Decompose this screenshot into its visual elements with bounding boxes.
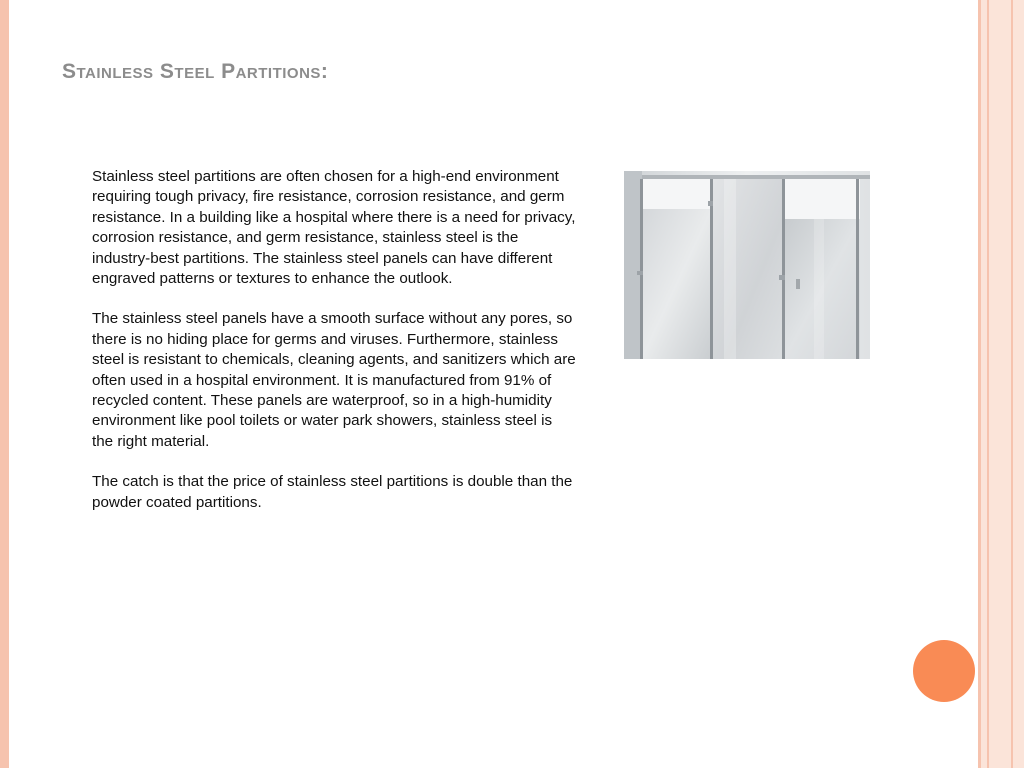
right-stripe-4: [989, 0, 1011, 768]
slide-title: Stainless Steel Partitions:: [62, 60, 329, 83]
partitions-photo: [624, 171, 870, 359]
accent-circle: [913, 640, 975, 702]
slide-body: [92, 167, 576, 533]
right-stripe-6: [1013, 0, 1024, 768]
left-border-stripe: [0, 0, 9, 768]
paragraph-hygiene: The stainless steel panels have a smooth surface without any pores, so there is no hiding place for germs and viruses. Furthermore, stainless steel is resistant to chemicals, cleaning agents, and sanitizers which are often used in a hospital environment. It is manufactured from 91% of recycled content. These panels are waterproof, so in a high-humidity environment like pool toilets or water park showers, stainless steel is the right material.: [92, 310, 576, 450]
paragraph-privacy: Stainless steel partitions are often chosen for a high-end environment requiring tough privacy, fire resistance, corrosion resistance, and germ resistance. In a building like a hospital where there is a need for privacy, corrosion resistance, and germ resistance, stainless steel is the industry-best partitions. The stainless steel panels can have different engraved patterns or textures to enhance the outlook.: [92, 168, 576, 288]
paragraph-price: The catch is that the price of stainless steel partitions is double than the powder coated partitions.: [92, 473, 573, 511]
partitions-illustration: [624, 171, 870, 359]
